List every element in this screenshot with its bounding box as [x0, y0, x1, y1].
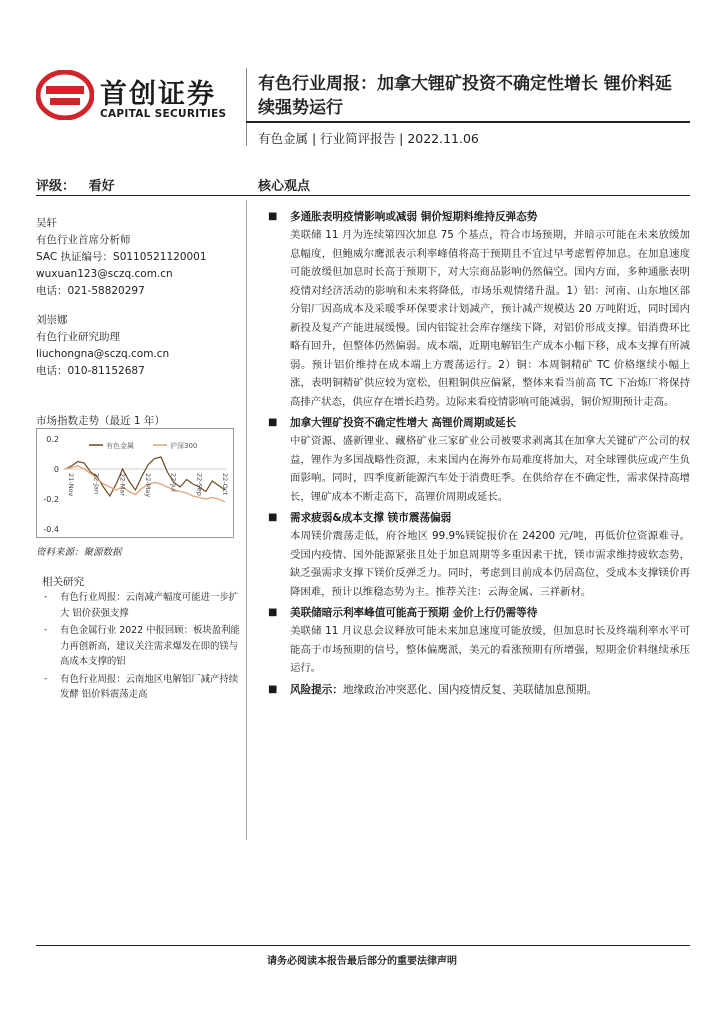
report-subtitle: 有色金属 | 行业简评报告 | 2022.11.06 [258, 131, 479, 146]
core-views-content [264, 205, 690, 699]
related-research-title: 相关研究 [42, 576, 84, 588]
section-rule [36, 195, 690, 196]
analyst-email[interactable]: wuxuan123@sczq.com.cn [36, 268, 173, 280]
report-title: 有色行业周报：加拿大锂矿投资不确定性增长 锂价料延续强势运行 [258, 74, 672, 118]
analyst-sac: SAC 执证编号：S0110521120001 [36, 251, 207, 263]
section-body: 美联储 11 月为连续第四次加息 75 个基点，符合市场预期，并暗示可能在未来放缓加息幅度，但鲍威尔鹰派表示利率峰值将高于预期且不宜过早考虑暂停加息。在加息速度可能放缓但加息时长高于预期下，对大宗商品影响仍然偏空。国内方面，多种通胀表明疫情对经济活动的影响和未来将降低，市场乐观情绪升温。1）铝：河南、山东地区部分铝厂因高成本及采暖季环保要求计划减产，预计减产规模达 20 万吨附近，同时国内新投及复产产能进展缓慢。国内铝锭社会库存继续下降，对铝价形成支撑。铝消费环比略有回升，但整体仍然偏弱。成本端，近期电解铝生产成本小幅下移，成本支撑有所减弱。预计铝价维持在成本端上方震荡运行。2）铜：本周铜精矿 TC 价格继续小幅上涨，表明铜精矿供应较为宽松，但粗铜供应偏紧，整体来看当前高 TC 下冶炼厂将保持高排产状态，供应存在增长趋势。边际来看疫情影响可能减弱，铜价短期预计走高。 [290, 229, 690, 408]
bullet-icon: - [44, 673, 48, 684]
y-tick-label: 0 [53, 465, 59, 474]
analyst-1 [36, 215, 207, 300]
related-item[interactable]: - 有色行业周报：云南地区电解铝厂减产持续发酵 铝价料震荡走高 [44, 673, 239, 700]
x-tick-label: 22-Jul [169, 473, 178, 492]
title-rule [246, 121, 690, 123]
footer-disclaimer: 请务必阅读本报告最后部分的重要法律声明 [267, 956, 457, 967]
header-divider [246, 68, 247, 146]
x-tick-label: 21-Nov [67, 473, 75, 497]
x-tick-label: 22-Sep [195, 473, 204, 496]
risk-heading: 风险提示： [290, 683, 343, 696]
core-views-title: 核心观点 [258, 179, 311, 194]
market-index-chart [36, 428, 234, 538]
legend-label-csi300: 沪深300 [170, 442, 198, 450]
bullet-icon: ■ [268, 211, 278, 222]
bullet-icon: ■ [268, 417, 278, 428]
x-tick-label: 22-Oct [221, 473, 229, 496]
y-tick-label: -0.4 [43, 525, 59, 534]
analyst-role: 有色行业研究助理 [36, 331, 120, 343]
analyst-email[interactable]: liuchongna@sczq.com.cn [36, 348, 170, 360]
y-tick-label: -0.2 [43, 495, 59, 504]
logo-english-text: CAPITAL SECURITIES [100, 108, 227, 120]
rating: 评级： 看好 [36, 179, 115, 194]
analyst-phone: 电话：021-58820297 [36, 285, 145, 297]
section-heading: ■ 多通胀表明疫情影响或减弱 铜价短期料维持反弹态势 [264, 208, 690, 226]
legend-label-nonferrous: 有色金属 [106, 442, 134, 450]
section-body: 本周镁价震荡走低，府谷地区 99.9%镁锭报价在 24200 元/吨，再低价位资源难寻。受国内疫情、国外能源紧张且处于加息周期等多重因素干扰，镁市需求维持疲软态势，缺乏强需求支撑下镁价反弹乏力。同时，考虑到目前成本仍居高位，受成本支撑镁价再降困难，预计以维稳态势为主。推荐关注：云海金属、三祥新材。 [290, 530, 690, 598]
bullet-icon: - [44, 625, 48, 635]
risk-text: 地缘政治冲突恶化、国内疫情反复、美联储加息预期。 [342, 683, 598, 696]
footer-rule [36, 945, 690, 946]
analyst-role: 有色行业首席分析师 [36, 234, 131, 246]
related-item[interactable]: - 有色行业周报：云南减产幅度可能进一步扩大 铝价获强支撑 [44, 592, 239, 619]
section-heading: ■ 美联储暗示利率峰值可能高于预期 金价上行仍需等待 [264, 604, 690, 622]
section-body: 美联储 11 月议息会议释放可能未来加息速度可能放缓，但加息时长及终端利率水平可能高于市场预期的信号，整体偏鹰派，美元的看涨预期有所增强，短期金价料继续承压运行。 [290, 625, 690, 674]
chart-canvas [37, 429, 233, 537]
company-logo [36, 70, 236, 130]
chart-title: 市场指数走势（最近 1 年） [36, 415, 165, 427]
bullet-icon: - [44, 592, 48, 602]
analyst-phone: 电话：010-81152687 [36, 365, 145, 377]
section-heading: ■ 加拿大锂矿投资不确定性增大 高锂价周期或延长 [264, 414, 690, 432]
x-tick-label: 22-Mar [118, 473, 127, 496]
bullet-icon: ■ [268, 512, 278, 523]
section-body: 中矿资源、盛新锂业、藏格矿业三家矿业公司被要求剥离其在加拿大关键矿产公司的权益，锂作为多国战略性资源，未来国内在海外布局难度将加大，对全球锂供应或产生负面影响。同时，四季度新能源汽车处于消费旺季。在供给存在不确定性，需求保持高增长，锂矿成本不断走高下，高锂价周期或延长。 [290, 435, 690, 503]
logo-chinese-text: 首创证券 [100, 79, 216, 110]
column-divider [246, 200, 247, 840]
logo-mark-icon [36, 70, 94, 120]
analyst-name: 吴轩 [36, 217, 57, 229]
chart-source: 资料来源：聚源数据 [36, 547, 122, 558]
bullet-icon: ■ [268, 683, 278, 695]
analyst-name: 刘崇娜 [36, 314, 68, 326]
related-item[interactable]: - 有色金属行业 2022 中报回顾：板块盈利能力再创新高，建议关注需求爆发在即的镁与高成本支撑的铝 [44, 625, 240, 667]
bullet-icon: ■ [268, 607, 278, 618]
x-tick-label: 22-May [144, 473, 152, 498]
analyst-2 [36, 312, 169, 380]
risk-warning [264, 681, 690, 699]
y-tick-label: 0.2 [46, 435, 59, 444]
section-heading: ■ 需求疲弱&成本支撑 镁市震荡偏弱 [264, 509, 690, 527]
related-research-list [36, 590, 242, 705]
x-tick-label: 22-Jan [92, 473, 101, 494]
